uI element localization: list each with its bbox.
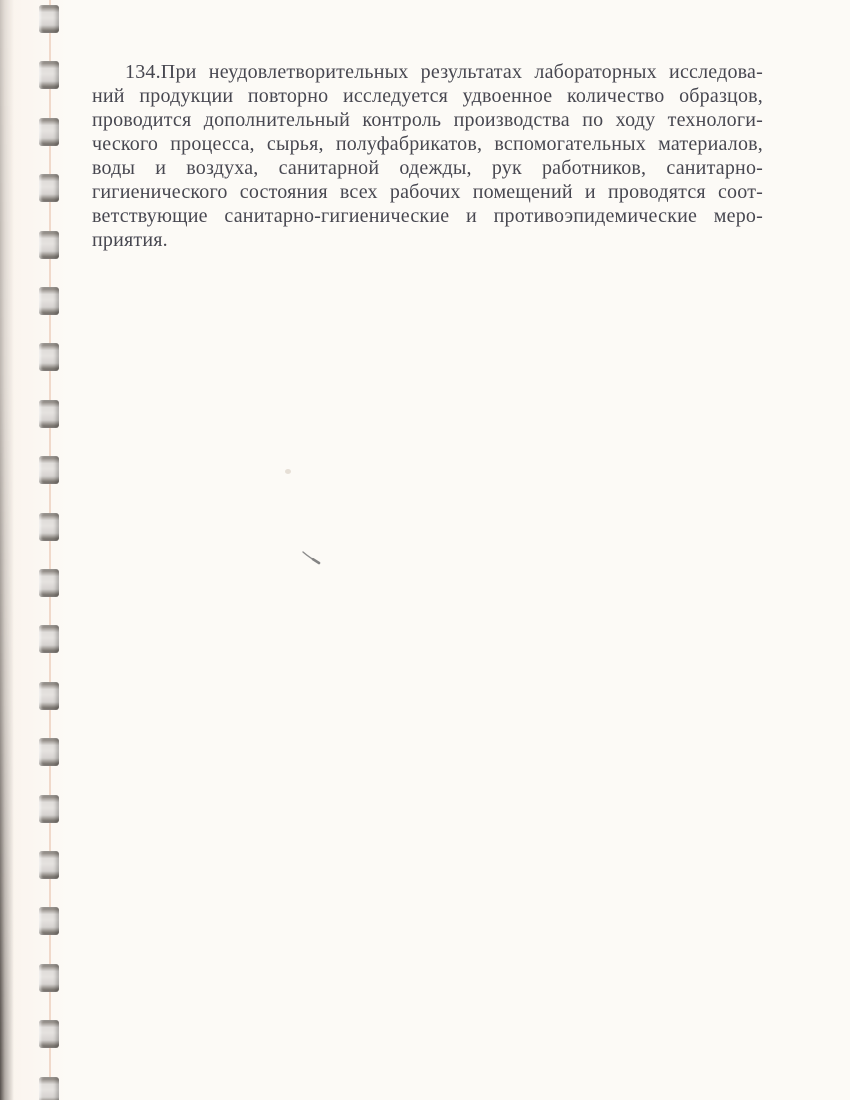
paragraph-line: приятия.	[92, 229, 168, 251]
paragraph-line: воды и воздуха, санитарной одежды, рук работников, санитарно-	[92, 157, 763, 179]
binding-ring	[39, 400, 59, 428]
pen-tick-mark	[301, 550, 323, 568]
binding-ring	[39, 174, 59, 202]
binding-ring	[39, 231, 59, 259]
binding-ring	[39, 118, 59, 146]
binding-ring	[39, 569, 59, 597]
binding-ring	[39, 851, 59, 879]
paragraph-line: гигиенического состояния всех рабочих помещений и проводятся соот-	[92, 181, 763, 203]
binding-ring	[39, 456, 59, 484]
binding-ring	[39, 5, 59, 33]
paragraph-line: 134.При неудовлетворительных результатах лабораторных исследова-	[125, 61, 763, 83]
binding-ring	[39, 625, 59, 653]
binding-ring	[39, 513, 59, 541]
binding-ring	[39, 287, 59, 315]
scan-speck	[285, 469, 291, 474]
binding-ring	[39, 61, 59, 89]
binding-ring	[39, 343, 59, 371]
page-edge-shadow	[0, 0, 14, 1100]
binding-ring	[39, 682, 59, 710]
paragraph-134	[92, 60, 763, 252]
binding-ring	[39, 907, 59, 935]
paragraph-line: ческого процесса, сырья, полуфабрикатов, вспомогательных материалов,	[92, 133, 763, 155]
binding-ring	[39, 795, 59, 823]
paragraph-line: ний продукции повторно исследуется удвоенное количество образцов,	[92, 85, 763, 107]
paragraph-line: проводится дополнительный контроль производства по ходу технологи-	[92, 109, 763, 131]
binding-ring	[39, 1077, 59, 1100]
paragraph-line: ветствующие санитарно-гигиенические и противоэпидемические меро-	[92, 205, 763, 227]
binding-ring	[39, 738, 59, 766]
binding-ring	[39, 1020, 59, 1048]
binding-ring	[39, 964, 59, 992]
